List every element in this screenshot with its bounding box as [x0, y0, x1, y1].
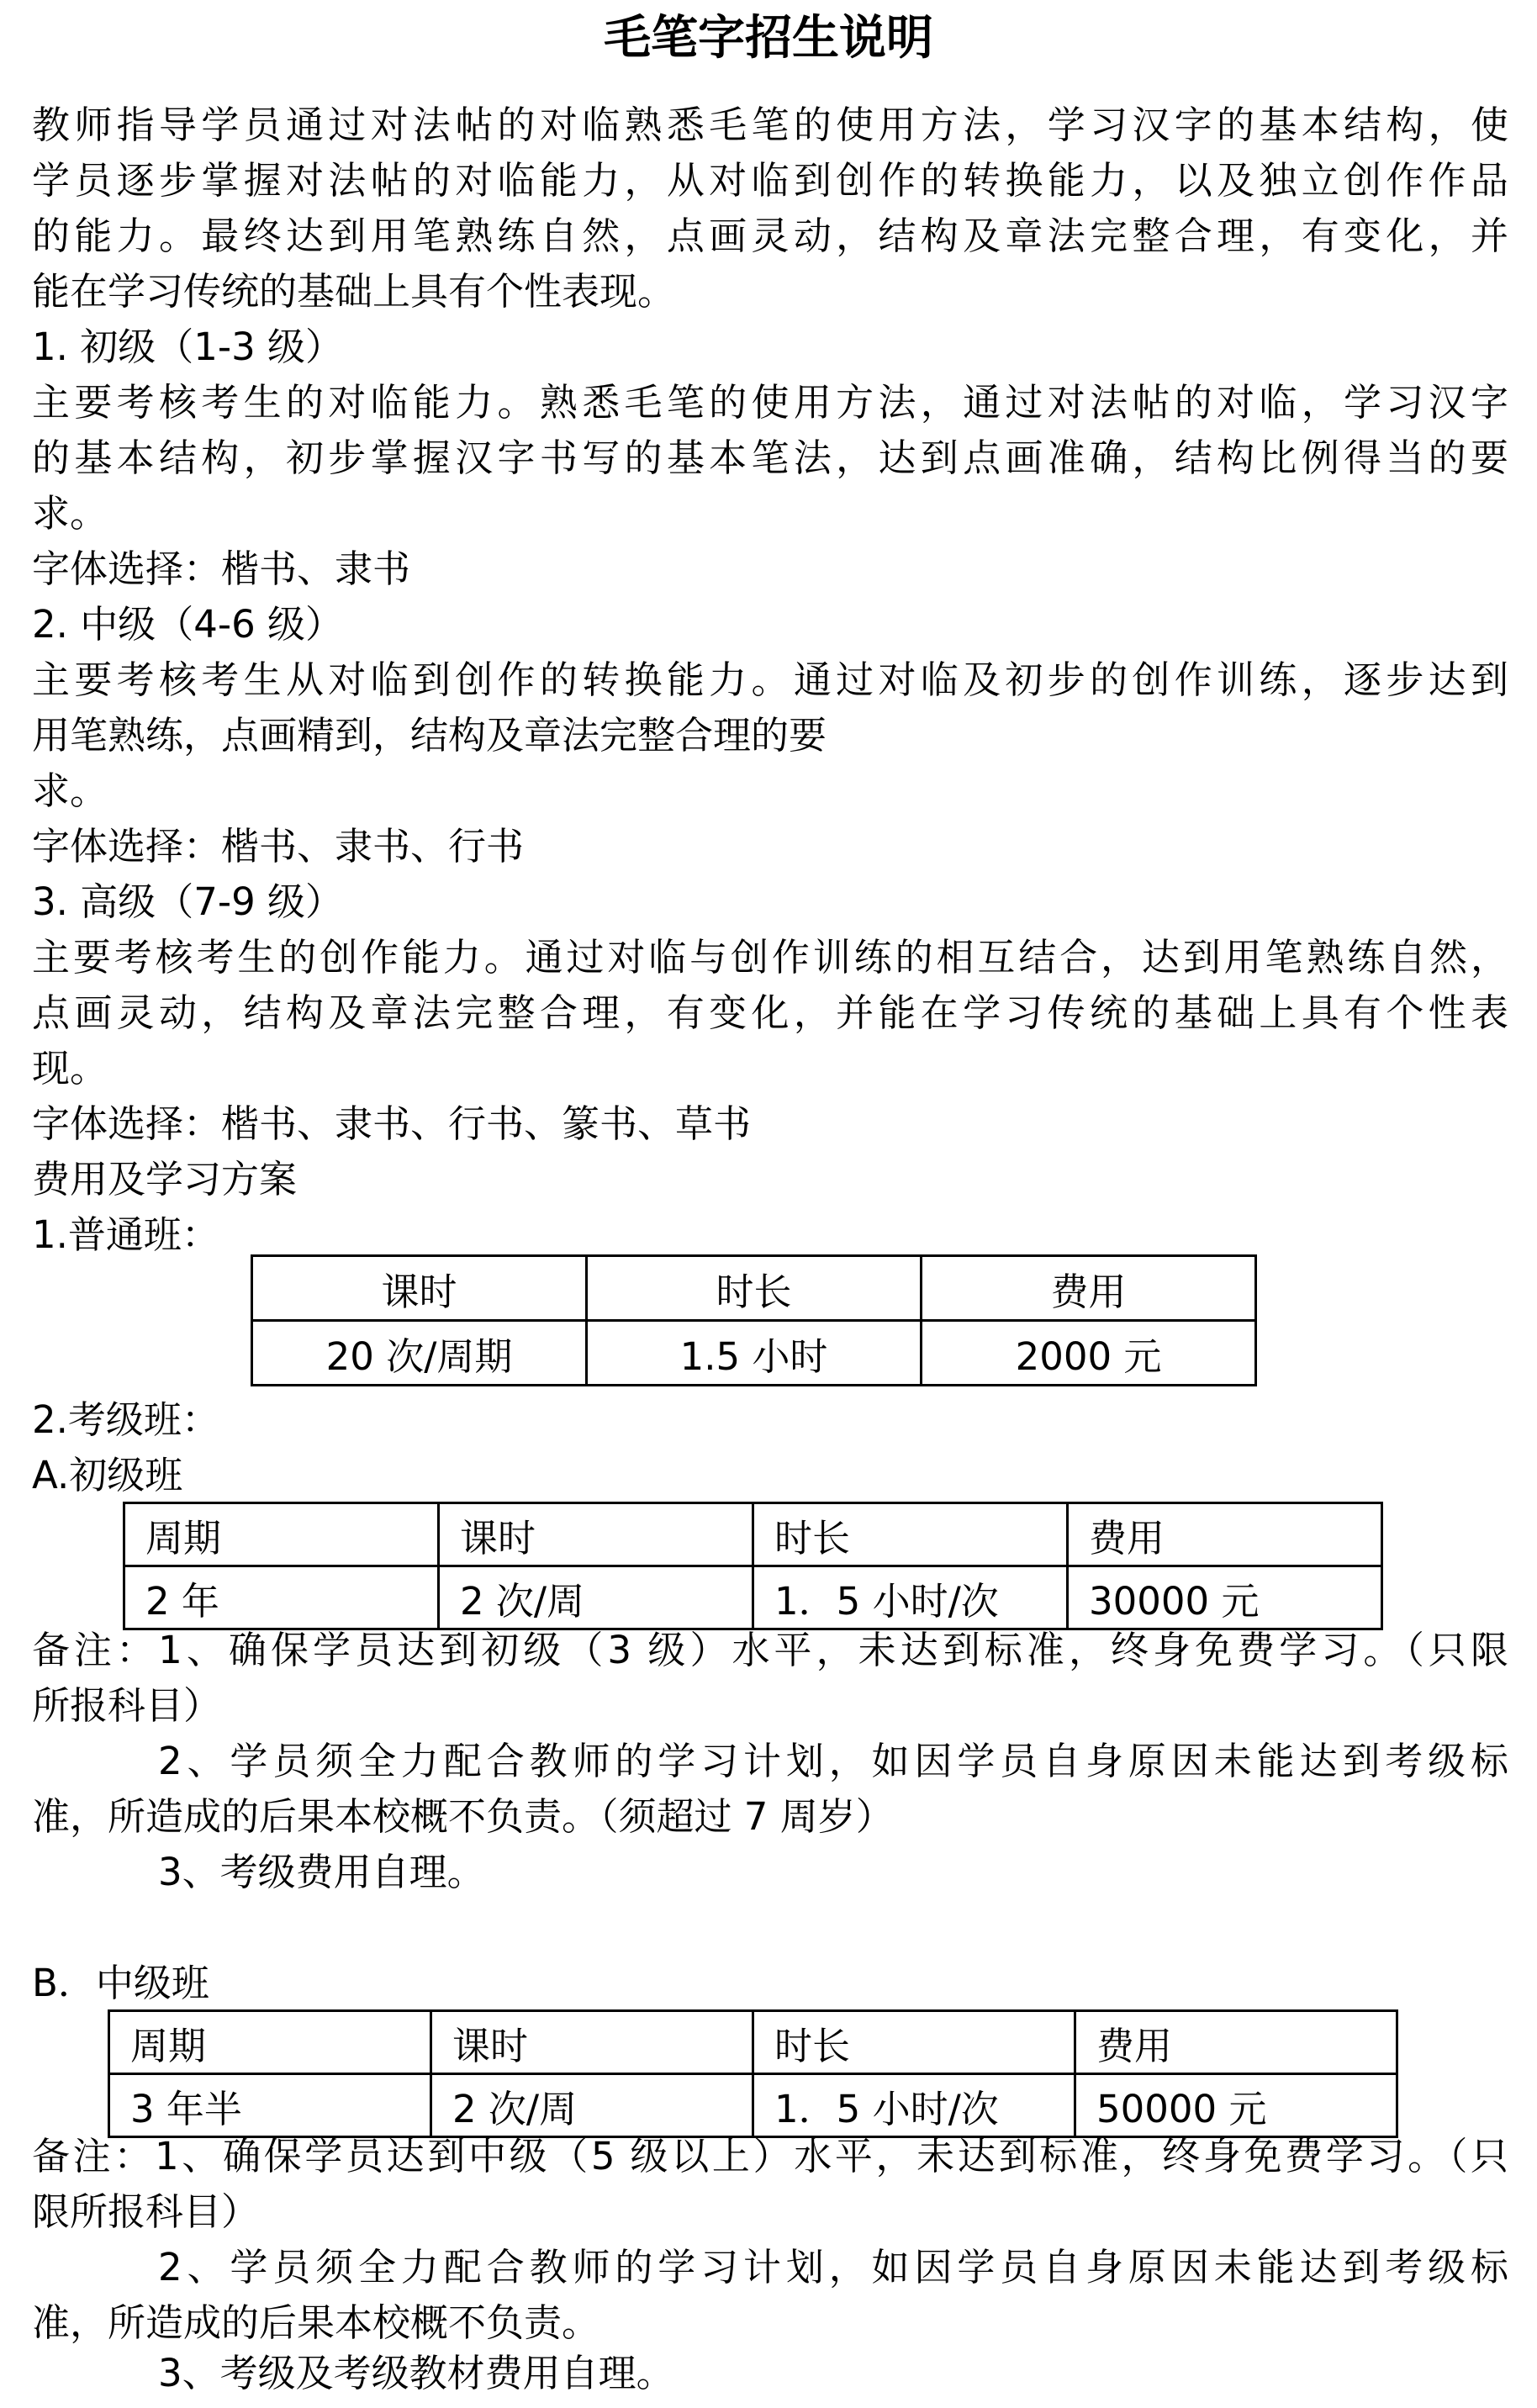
- table-cell: 3 年半: [109, 2074, 431, 2137]
- class-a-table: [123, 1502, 1383, 1630]
- level-desc-line: 求。: [32, 768, 108, 813]
- exam-class-heading: 2.考级班：: [32, 1397, 219, 1442]
- table-header-cell: 课时: [252, 1256, 587, 1321]
- page-title: 毛笔字招生说明: [604, 11, 933, 66]
- table-header-row: [109, 2011, 1397, 2074]
- class-heading: A.初级班: [32, 1453, 183, 1497]
- table-cell: 2000 元: [922, 1321, 1256, 1386]
- level-desc-line: 求。: [32, 491, 108, 536]
- note-line: 3、考级费用自理。: [158, 1850, 485, 1894]
- note-line: 备注：1、确保学员达到中级（5 级以上）水平，未达到标准，终身免费学习。（只: [32, 2134, 1508, 2178]
- intro-line: 教师指导学员通过对法帖的对临熟悉毛笔的使用方法，学习汉字的基本结构，使: [32, 103, 1508, 147]
- table-header-cell: 时长: [753, 1503, 1068, 1566]
- table-header-cell: 时长: [587, 1256, 922, 1321]
- table-row: [252, 1321, 1256, 1386]
- note-line: 所报科目）: [32, 1683, 222, 1728]
- table-header-cell: 费用: [1068, 1503, 1382, 1566]
- level-desc-line: 用笔熟练，点画精到，结构及章法完整合理的要: [32, 713, 827, 758]
- table-row: [124, 1566, 1382, 1629]
- table-cell: 50000 元: [1075, 2074, 1397, 2137]
- table-cell: 30000 元: [1068, 1566, 1382, 1629]
- table-header-row: [252, 1256, 1256, 1321]
- note-line: 限所报科目）: [32, 2189, 260, 2234]
- level-desc-line: 的基本结构，初步掌握汉字书写的基本笔法，达到点画准确，结构比例得当的要: [32, 436, 1508, 480]
- note-line: 2、学员须全力配合教师的学习计划，如因学员自身原因未能达到考级标: [158, 2245, 1508, 2289]
- table-header-cell: 周期: [124, 1503, 439, 1566]
- level-desc-line: 主要考核考生的创作能力。通过对临与创作训练的相互结合，达到用笔熟练自然，: [32, 935, 1508, 980]
- table-header-cell: 时长: [753, 2011, 1075, 2074]
- level-heading: 3. 高级（7-9 级）: [32, 879, 344, 924]
- table-header-cell: 课时: [431, 2011, 753, 2074]
- regular-class-heading: 1.普通班：: [32, 1212, 219, 1257]
- table-header-cell: 费用: [1075, 2011, 1397, 2074]
- table-cell: 1.5 小时: [587, 1321, 922, 1386]
- table-cell: 1．5 小时/次: [753, 2074, 1075, 2137]
- class-heading: B．中级班: [32, 1961, 209, 2005]
- table-cell: 1．5 小时/次: [753, 1566, 1068, 1629]
- table-cell: 2 次/周: [431, 2074, 753, 2137]
- level-fonts: 字体选择：楷书、隶书、行书: [32, 824, 525, 869]
- intro-line: 的能力。最终达到用笔熟练自然，点画灵动，结构及章法完整合理，有变化，并: [32, 214, 1508, 258]
- table-cell: 2 年: [124, 1566, 439, 1629]
- regular-class-table: [251, 1254, 1257, 1386]
- note-line: 备注：1、确保学员达到初级（3 级）水平，未达到标准，终身免费学习。（只限: [32, 1628, 1508, 1672]
- class-b-table: [108, 2009, 1398, 2138]
- level-fonts: 字体选择：楷书、隶书、行书、篆书、草书: [32, 1101, 752, 1146]
- level-desc-line: 主要考核考生的对临能力。熟悉毛笔的使用方法，通过对法帖的对临，学习汉字: [32, 380, 1508, 425]
- table-cell: 2 次/周: [439, 1566, 753, 1629]
- level-heading: 1. 初级（1-3 级）: [32, 325, 344, 369]
- level-desc-line: 主要考核考生从对临到创作的转换能力。通过对临及初步的创作训练，逐步达到: [32, 657, 1508, 702]
- table-header-cell: 费用: [922, 1256, 1256, 1321]
- note-line: 准，所造成的后果本校概不负责。（须超过 7 周岁）: [32, 1794, 894, 1839]
- note-line: 2、学员须全力配合教师的学习计划，如因学员自身原因未能达到考级标: [158, 1739, 1508, 1783]
- note-line: 3、考级及考级教材费用自理。: [158, 2351, 674, 2395]
- fees-heading: 费用及学习方案: [32, 1157, 298, 1201]
- table-header-row: [124, 1503, 1382, 1566]
- level-fonts: 字体选择：楷书、隶书: [32, 547, 411, 591]
- table-header-cell: 周期: [109, 2011, 431, 2074]
- table-cell: 20 次/周期: [252, 1321, 587, 1386]
- level-heading: 2. 中级（4-6 级）: [32, 602, 344, 647]
- table-header-cell: 课时: [439, 1503, 753, 1566]
- level-desc-line: 点画灵动，结构及章法完整合理，有变化，并能在学习传统的基础上具有个性表: [32, 990, 1508, 1035]
- note-line: 准，所造成的后果本校概不负责。: [32, 2300, 600, 2345]
- table-row: [109, 2074, 1397, 2137]
- intro-line: 能在学习传统的基础上具有个性表现。: [32, 269, 676, 314]
- level-desc-line: 现。: [32, 1046, 108, 1090]
- intro-line: 学员逐步掌握对法帖的对临能力，从对临到创作的转换能力，以及独立创作作品: [32, 158, 1508, 203]
